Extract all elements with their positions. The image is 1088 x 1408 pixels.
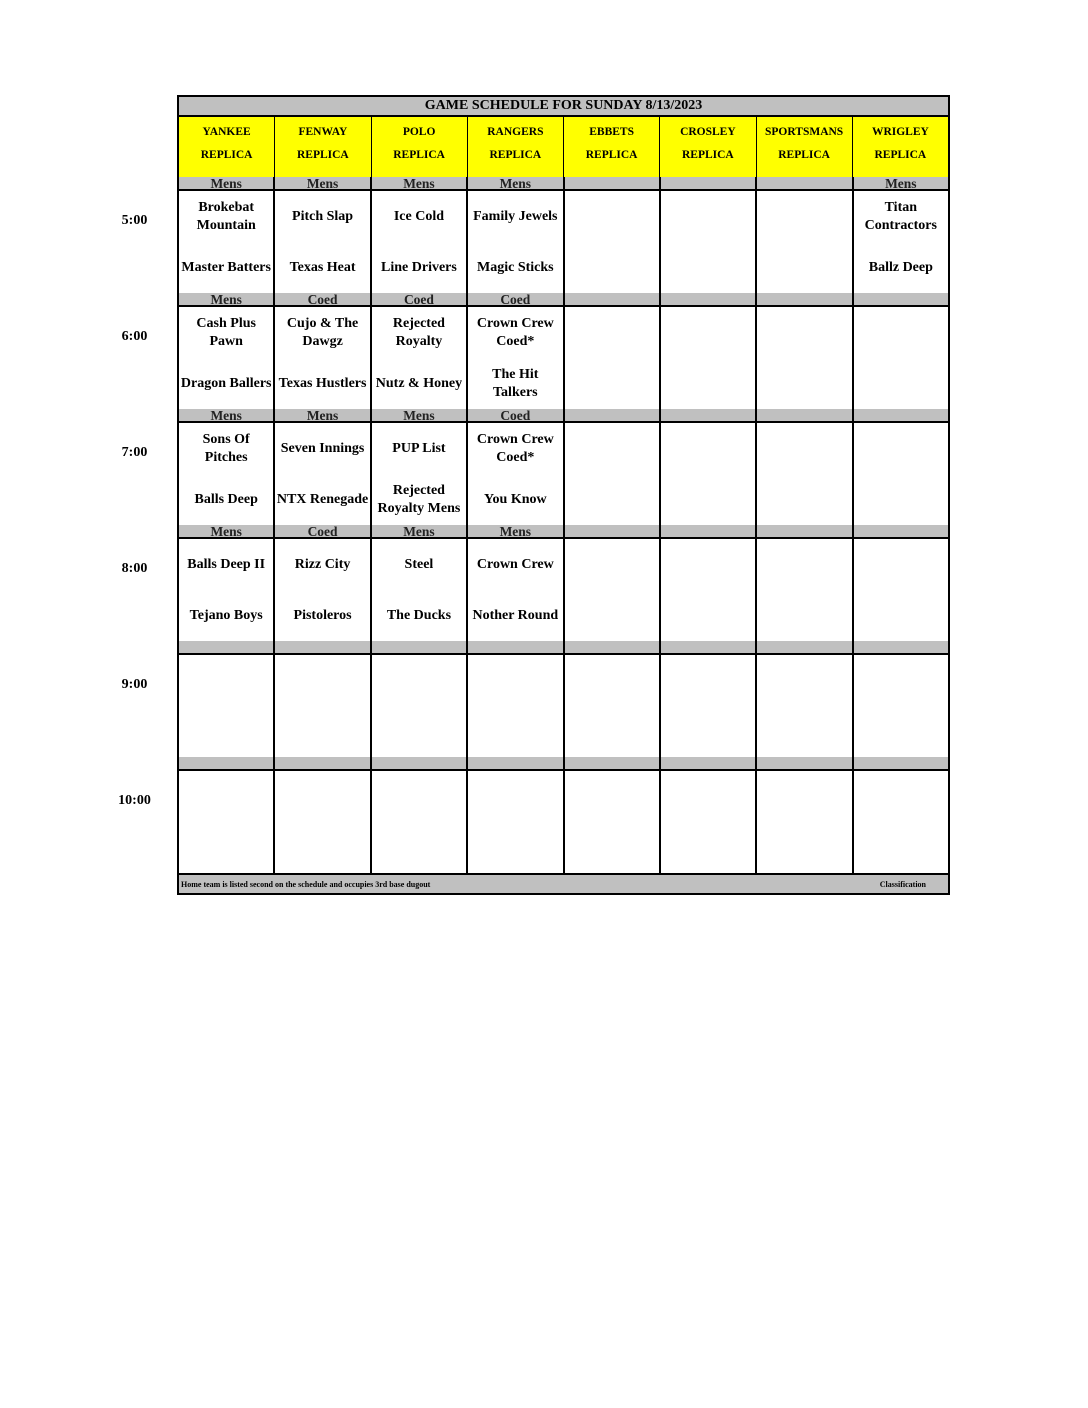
- time-label: 10:00: [118, 793, 151, 808]
- classification-cell: [563, 177, 659, 189]
- home-team: [854, 474, 948, 525]
- away-team: PUP List: [392, 440, 446, 456]
- classification-row: [177, 293, 950, 307]
- game-cell: [370, 191, 466, 293]
- game-cell: [179, 191, 273, 293]
- home-team: [661, 242, 755, 293]
- game-cell: [755, 655, 851, 757]
- away-team: Brokebat Mountain: [196, 199, 256, 233]
- away-team: [757, 771, 851, 822]
- home-team: [757, 242, 851, 293]
- home-team: Nutz & Honey: [375, 375, 463, 391]
- classification-cell: [659, 525, 755, 537]
- game-cell: [755, 307, 851, 409]
- time-slot: [121, 191, 950, 293]
- away-team: Crown Crew Coed*: [476, 431, 554, 465]
- away-team: [372, 771, 466, 822]
- time-label: 6:00: [121, 329, 148, 344]
- home-team: Balls Deep: [194, 491, 258, 507]
- time-slot: [121, 307, 950, 409]
- classification-cell: [755, 177, 851, 189]
- home-team: [854, 358, 948, 409]
- game-cell: [563, 307, 659, 409]
- field-header-wrigley: [852, 117, 948, 177]
- away-team: [565, 655, 659, 706]
- field-header-polo: [371, 117, 467, 177]
- time-slots: [118, 177, 950, 873]
- away-team: [179, 655, 273, 706]
- home-team: NTX Renegade: [276, 491, 369, 507]
- game-cell: [466, 539, 562, 641]
- away-team: [565, 307, 659, 358]
- game-cell: [273, 423, 369, 525]
- home-team: Tejano Boys: [189, 607, 263, 623]
- classification-cell: [563, 293, 659, 305]
- classification-cell: [563, 409, 659, 421]
- home-team: Texas Heat: [289, 259, 356, 275]
- classification-cell: [852, 525, 948, 537]
- classification-cell: [755, 525, 851, 537]
- classification-cell: [563, 757, 659, 769]
- away-team: [854, 423, 948, 474]
- home-team: [661, 590, 755, 641]
- field-type: REPLICA: [778, 149, 830, 161]
- classification-row: [177, 409, 950, 423]
- classification-cell: [659, 757, 755, 769]
- home-team: Texas Hustlers: [278, 375, 367, 391]
- schedule-footer: [177, 873, 950, 895]
- home-team: [661, 474, 755, 525]
- field-name: RANGERS: [487, 126, 544, 138]
- field-type: REPLICA: [585, 149, 638, 161]
- classification-cell: [755, 757, 851, 769]
- field-type: REPLICA: [393, 149, 445, 161]
- game-cell: [852, 423, 948, 525]
- game-cell: [563, 655, 659, 757]
- game-row: [177, 191, 950, 293]
- home-team: [854, 590, 948, 641]
- field-name: POLO: [402, 126, 436, 138]
- away-team: Cujo & The Dawgz: [286, 315, 359, 349]
- home-team: [854, 706, 948, 757]
- away-team: [661, 191, 755, 242]
- home-team: [661, 822, 755, 873]
- game-cell: [179, 539, 273, 641]
- game-cell: [852, 539, 948, 641]
- away-team: Pitch Slap: [292, 208, 354, 224]
- field-header-yankee: [179, 117, 274, 177]
- classification-cell: [659, 641, 755, 653]
- time-slot: [121, 539, 950, 641]
- field-name: YANKEE: [202, 126, 251, 138]
- home-team: [757, 474, 851, 525]
- field-type: REPLICA: [489, 149, 542, 161]
- classification-cell: [755, 293, 851, 305]
- field-name: EBBETS: [589, 126, 634, 138]
- classification-cell: [273, 641, 369, 653]
- away-team: [565, 539, 659, 590]
- game-cell: [273, 191, 369, 293]
- home-team: You Know: [483, 491, 547, 507]
- away-team: [854, 655, 948, 706]
- home-team: [468, 822, 562, 873]
- game-cell: [755, 771, 851, 873]
- field-name: FENWAY: [298, 126, 348, 138]
- game-cell: [370, 771, 466, 873]
- away-team: [854, 539, 948, 590]
- away-team: [661, 771, 755, 822]
- home-team: The Ducks: [386, 607, 452, 623]
- home-team: Master Batters: [181, 259, 271, 275]
- field-type: REPLICA: [681, 149, 734, 161]
- classification-cell: Mens: [370, 525, 466, 537]
- home-team: [661, 706, 755, 757]
- game-cell: [563, 771, 659, 873]
- game-cell: [370, 655, 466, 757]
- away-team: Titan Contractors: [864, 199, 937, 233]
- away-team: [565, 423, 659, 474]
- home-team: [179, 706, 273, 757]
- away-team: [179, 771, 273, 822]
- away-team: Crown Crew Coed*: [476, 315, 554, 349]
- game-cell: [466, 771, 562, 873]
- game-cell: [659, 307, 755, 409]
- classification-row: [177, 757, 950, 771]
- classification-cell: [370, 757, 466, 769]
- field-header-row: [177, 117, 950, 177]
- classification-cell: [563, 641, 659, 653]
- home-team: Pistoleros: [293, 607, 352, 623]
- time-label: 8:00: [121, 561, 148, 576]
- time-label: 9:00: [121, 677, 148, 692]
- home-team: [757, 822, 851, 873]
- classification-cell: [563, 525, 659, 537]
- away-team: Cash Plus Pawn: [196, 315, 256, 349]
- game-cell: [852, 307, 948, 409]
- classification-cell: [466, 641, 562, 653]
- classification-cell: [852, 293, 948, 305]
- away-team: [661, 539, 755, 590]
- game-cell: [755, 191, 851, 293]
- time-slot: [121, 655, 950, 757]
- game-cell: [179, 307, 273, 409]
- away-team: [854, 307, 948, 358]
- home-team: Nother Round: [472, 607, 559, 623]
- away-team: [275, 771, 369, 822]
- away-team: [757, 539, 851, 590]
- classification-cell: Mens: [370, 409, 466, 421]
- home-team: [179, 822, 273, 873]
- game-row: [177, 655, 950, 757]
- game-cell: [273, 771, 369, 873]
- classification-cell: Coed: [273, 525, 369, 537]
- home-team: [565, 822, 659, 873]
- away-team: [661, 655, 755, 706]
- game-cell: [852, 655, 948, 757]
- away-team: [757, 307, 851, 358]
- classification-cell: [179, 641, 273, 653]
- classification-cell: [755, 641, 851, 653]
- classification-cell: Mens: [466, 525, 562, 537]
- home-team: [757, 706, 851, 757]
- home-team: [468, 706, 562, 757]
- field-type: REPLICA: [296, 149, 349, 161]
- home-team: [565, 706, 659, 757]
- classification-cell: Mens: [210, 177, 242, 189]
- away-team: [757, 655, 851, 706]
- game-cell: [273, 539, 369, 641]
- home-team: [372, 706, 466, 757]
- classification-cell: Coed: [370, 293, 466, 305]
- time-label: 7:00: [121, 445, 148, 460]
- classification-cell: Mens: [370, 177, 466, 189]
- classification-cell: [852, 641, 948, 653]
- classification-cell: Mens: [466, 177, 562, 189]
- away-team: [275, 655, 369, 706]
- game-cell: [659, 655, 755, 757]
- away-team: [661, 423, 755, 474]
- away-team: Rizz City: [294, 556, 351, 572]
- classification-row: [177, 177, 950, 191]
- game-cell: [659, 191, 755, 293]
- game-cell: [755, 423, 851, 525]
- game-cell: [370, 423, 466, 525]
- time-label: 5:00: [121, 213, 148, 228]
- game-cell: [659, 771, 755, 873]
- field-header-ebbets: [563, 117, 659, 177]
- home-team: [565, 474, 659, 525]
- game-cell: [852, 771, 948, 873]
- away-team: [468, 655, 562, 706]
- game-cell: [370, 539, 466, 641]
- classification-cell: [659, 177, 755, 189]
- game-cell: [466, 191, 562, 293]
- game-cell: [273, 655, 369, 757]
- away-team: [661, 307, 755, 358]
- classification-cell: Coed: [273, 293, 369, 305]
- game-cell: [563, 423, 659, 525]
- classification-cell: [659, 293, 755, 305]
- classification-cell: Mens: [210, 525, 242, 537]
- away-team: [757, 423, 851, 474]
- away-team: Ice Cold: [393, 208, 445, 224]
- away-team: Sons Of Pitches: [202, 431, 250, 465]
- game-cell: [852, 191, 948, 293]
- home-team: [565, 358, 659, 409]
- classification-row: [177, 525, 950, 539]
- away-team: [468, 771, 562, 822]
- away-team: [372, 655, 466, 706]
- home-team: Line Drivers: [381, 259, 457, 275]
- field-header-rangers: [467, 117, 563, 177]
- schedule-sheet: [118, 95, 950, 895]
- home-team: Rejected Royalty Mens: [377, 482, 461, 516]
- field-header-fenway: [274, 117, 370, 177]
- away-team: Rejected Royalty: [392, 315, 445, 349]
- field-type: REPLICA: [874, 149, 927, 161]
- home-team: [854, 822, 948, 873]
- classification-cell: [273, 757, 369, 769]
- game-cell: [563, 539, 659, 641]
- game-row: [177, 307, 950, 409]
- home-team: Ballz Deep: [868, 259, 933, 275]
- classification-cell: Mens: [210, 293, 242, 305]
- field-name: SPORTSMANS: [765, 126, 844, 138]
- time-slot: [118, 771, 950, 873]
- home-team: [757, 590, 851, 641]
- field-header-crosley: [659, 117, 755, 177]
- away-team: [757, 191, 851, 242]
- home-team: Magic Sticks: [477, 259, 554, 275]
- game-cell: [179, 655, 273, 757]
- away-team: Seven Innings: [280, 440, 365, 456]
- classification-cell: Mens: [273, 409, 369, 421]
- home-team: [372, 822, 466, 873]
- home-team: [275, 706, 369, 757]
- classification-cell: [852, 409, 948, 421]
- home-team: The Hit Talkers: [492, 366, 539, 400]
- classification-cell: Coed: [466, 409, 562, 421]
- game-row: [177, 539, 950, 641]
- classification-cell: Coed: [466, 293, 562, 305]
- field-name: CROSLEY: [680, 126, 736, 138]
- classification-cell: [179, 757, 273, 769]
- classification-cell: [852, 757, 948, 769]
- game-row: [177, 771, 950, 873]
- home-team: [275, 822, 369, 873]
- classification-cell: [659, 409, 755, 421]
- away-team: Crown Crew: [476, 556, 554, 572]
- home-team-note: Home team is listed second on the schedule and occupies 3rd base dugout: [181, 879, 431, 889]
- game-cell: [179, 423, 273, 525]
- home-team: [757, 358, 851, 409]
- classification-row: [177, 641, 950, 655]
- classification-cell: [755, 409, 851, 421]
- away-team: Balls Deep II: [187, 556, 266, 572]
- classification-cell: [370, 641, 466, 653]
- field-header-sportsmans: [756, 117, 852, 177]
- game-cell: [563, 191, 659, 293]
- game-row: [177, 423, 950, 525]
- game-cell: [466, 655, 562, 757]
- game-cell: [273, 307, 369, 409]
- home-team: [661, 358, 755, 409]
- game-cell: [370, 307, 466, 409]
- away-team: Steel: [404, 556, 434, 572]
- away-team: [565, 771, 659, 822]
- field-type: REPLICA: [200, 149, 253, 161]
- home-team: Dragon Ballers: [180, 375, 272, 391]
- classification-cell: Mens: [852, 177, 948, 189]
- classification-cell: Mens: [210, 409, 242, 421]
- time-slot: [121, 423, 950, 525]
- home-team: [565, 242, 659, 293]
- field-name: WRIGLEY: [871, 126, 929, 138]
- classification-cell: Mens: [273, 177, 369, 189]
- away-team: [565, 191, 659, 242]
- game-cell: [466, 307, 562, 409]
- classification-legend: Classification: [879, 879, 926, 889]
- game-cell: [755, 539, 851, 641]
- game-cell: [659, 423, 755, 525]
- schedule-title: GAME SCHEDULE FOR SUNDAY 8/13/2023: [177, 95, 950, 117]
- game-cell: [466, 423, 562, 525]
- away-team: Family Jewels: [473, 208, 558, 224]
- away-team: [854, 771, 948, 822]
- classification-cell: [466, 757, 562, 769]
- game-cell: [659, 539, 755, 641]
- home-team: [565, 590, 659, 641]
- game-cell: [179, 771, 273, 873]
